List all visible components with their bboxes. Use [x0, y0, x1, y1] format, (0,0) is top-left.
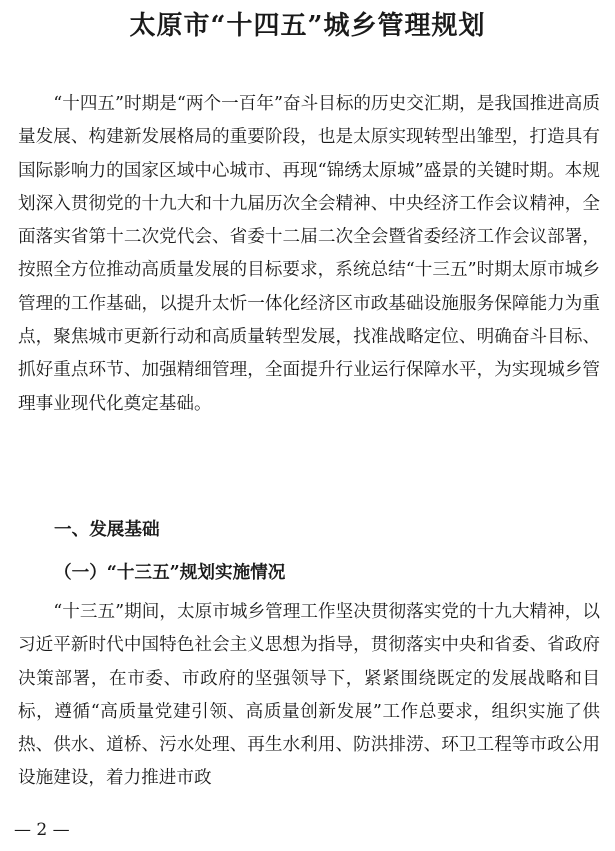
section-paragraph: “十三五”期间，太原市城乡管理工作坚决贯彻落实党的十九大精神，以习近平新时代中国特色社会主义思想为指导，贯彻落实中央和省委、省政府决策部署，在市委、市政府的坚强领导下，紧紧围绕既定的发展战略和目标，遵循“高质量党建引领、高质量创新发展”工作总要求，组织实施了供热、供水、道桥、污水处理、再生水利用、防洪排涝、环卫工程等市政公用设施建设，着力推进市政 [18, 602, 600, 789]
document-title: 太原市“十四五”城乡管理规划 [129, 11, 486, 41]
subsection-heading: （一）“十三五”规划实施情况 [54, 562, 286, 583]
section-heading: 一、发展基础 [54, 520, 160, 540]
page-number: — 2 — [14, 820, 70, 840]
intro-paragraph: “十四五”时期是“两个一百年”奋斗目标的历史交汇期，是我国推进高质量发展、构建新发展格局的重要阶段，也是太原实现转型出雏型，打造具有国际影响力的国家区域中心城市、再现“锦绣太原城”盛景的关键时期。本规划深入贯彻党的十九大和十九届历次全会精神、中央经济工作会议精神，全面落实省第十二次党代会、省委十二届二次全会暨省委经济工作会议部署，按照全方位推动高质量发展的目标要求，系统总结“十三五”时期太原市城乡管理的工作基础，以提升太忻一体化经济区市政基础设施服务保障能力为重点，聚焦城市更新行动和高质量转型发展，找准战略定位、明确奋斗目标、抓好重点环节、加强精细管理，全面提升行业运行保障水平，为实现城乡管理事业现代化奠定基础。 [18, 94, 600, 414]
